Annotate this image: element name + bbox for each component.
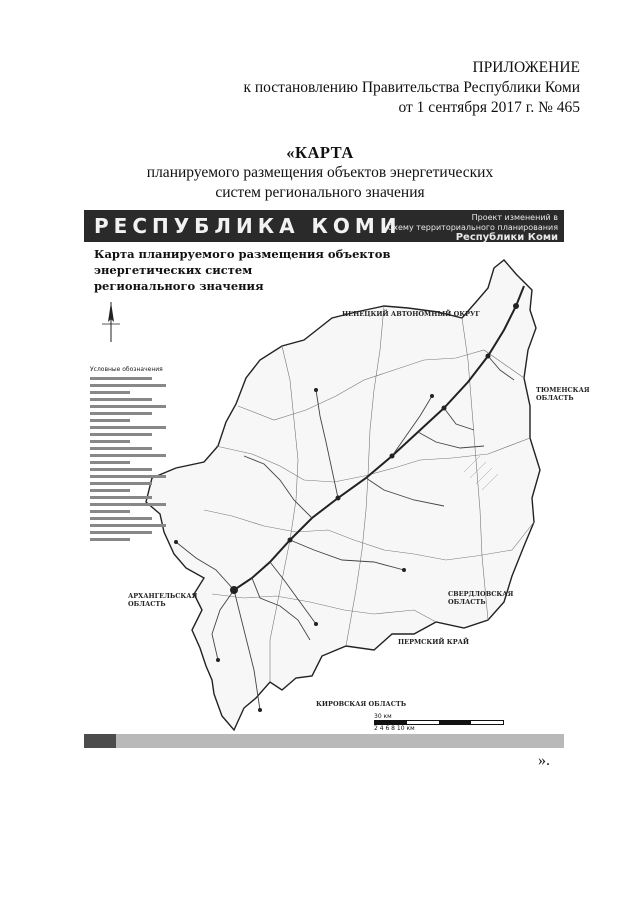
region-arkhangelsk: АРХАНГЕЛЬСКАЯ ОБЛАСТЬ [128,592,198,608]
banner-project-line-2: Схему территориального планирования [387,223,558,232]
banner-project-line-3: Республики Коми [455,232,558,243]
region-perm: ПЕРМСКИЙ КРАЙ [398,638,470,646]
annex-date: от 1 сентября 2017 г. № 465 [398,99,580,116]
annex-label: ПРИЛОЖЕНИЕ [472,59,580,76]
map-title-line-1: Карта планируемого размещения объектов [94,247,391,261]
region-nenets: НЕНЕЦКИЙ АВТОНОМНЫЙ ОКРУГ [342,310,480,318]
banner-project-line-1: Проект изменений в [471,213,558,222]
title-sub-1: планируемого размещения объектов энергетических [146,164,494,181]
banner-title: РЕСПУБЛИКА КОМИ [94,214,402,238]
annex-header [243,58,580,118]
legend-heading: Условные обозначения [90,366,163,373]
region-kirov: КИРОВСКАЯ ОБЛАСТЬ [316,700,407,708]
region-sverdlovsk: СВЕРДЛОВСКАЯ ОБЛАСТЬ [448,590,514,606]
map-title-line-2: энергетических систем [94,263,253,277]
scale-ticks-label: 2 4 6 8 10 км [374,725,415,732]
title-sub-2: систем регионального значения [215,184,425,201]
title-main: «КАРТА [286,143,354,162]
map-footer-band [84,734,564,748]
region-tyumen: ТЮМЕНСКАЯ ОБЛАСТЬ [536,386,590,402]
map-legend [90,360,170,740]
closing-quote: ». [538,752,550,769]
annex-decree: к постановлению Правительства Республики Коми [243,79,580,96]
scale-left-label: 30 км [374,713,392,720]
map-title-line-3: регионального значения [94,279,264,293]
document-title [0,143,640,203]
map-scale-bar [374,713,504,732]
map-image [84,210,590,748]
